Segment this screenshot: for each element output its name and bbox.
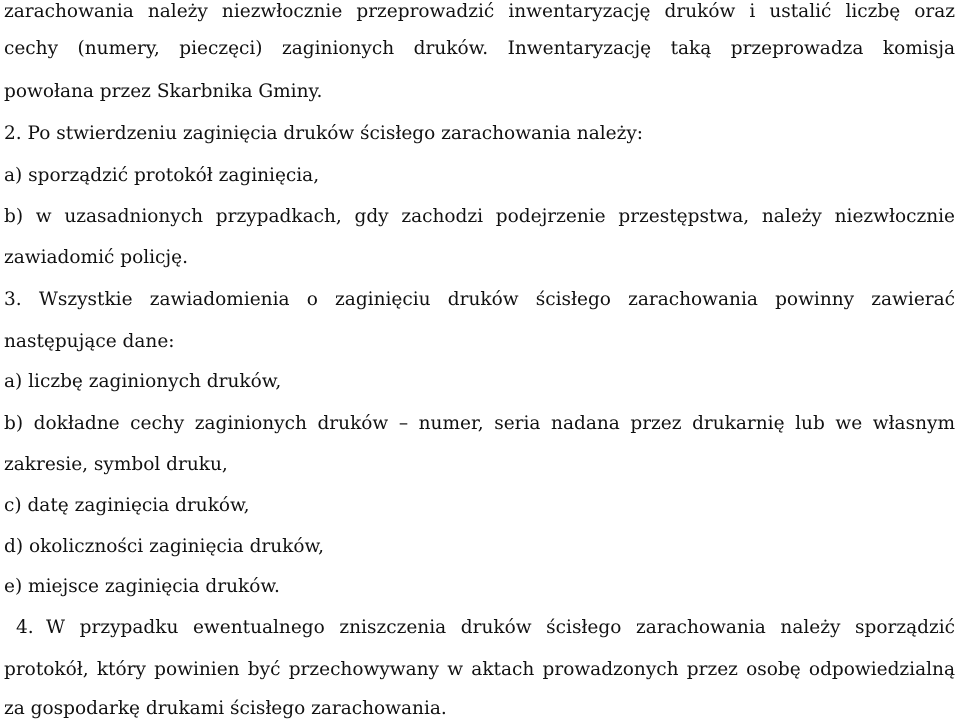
text-line-14: d) okoliczności zaginięcia druków, [4,536,325,557]
text-line-2: cechy (numery, pieczęci) zaginionych druków. Inwentaryzację taką przeprowadza komisja [4,38,955,59]
text-line-8: 3. Wszystkie zawiadomienia o zaginięciu druków ścisłego zarachowania powinny zawierać [4,289,955,310]
text-line-9: następujące dane: [4,331,175,352]
text-line-1: zarachowania należy niezwłocznie przeprowadzić inwentaryzację druków i ustalić liczbę oraz [4,1,955,22]
text-line-6: b) w uzasadnionych przypadkach, gdy zachodzi podejrzenie przestępstwa, należy niezwłocznie [4,206,955,227]
text-line-5: a) sporządzić protokół zaginięcia, [4,165,320,186]
text-line-12: zakresie, symbol druku, [4,454,228,475]
item-number: 4. [16,617,34,638]
text-line-15: e) miejsce zaginięcia druków. [4,576,280,597]
text-line-13: c) datę zaginięcia druków, [4,495,250,516]
item-text: W przypadku ewentualnego zniszczenia druków ścisłego zarachowania należy sporządzić [46,617,955,638]
text-line-7: zawiadomić policję. [4,247,188,268]
text-line-3: powołana przez Skarbnika Gminy. [4,81,323,102]
text-line-11: b) dokładne cechy zaginionych druków – numer, seria nadana przez drukarnię lub we własnym [4,413,955,434]
text-line-17: protokół, który powinien być przechowywany w aktach prowadzonych przez osobę odpowiedzialną [4,659,955,680]
text-line-16 [16,616,955,640]
text-line-10: a) liczbę zaginionych druków, [4,371,282,392]
text-line-18: za gospodarkę drukami ścisłego zarachowania. [4,698,447,719]
text-line-4: 2. Po stwierdzeniu zaginięcia druków ścisłego zarachowania należy: [4,123,644,144]
